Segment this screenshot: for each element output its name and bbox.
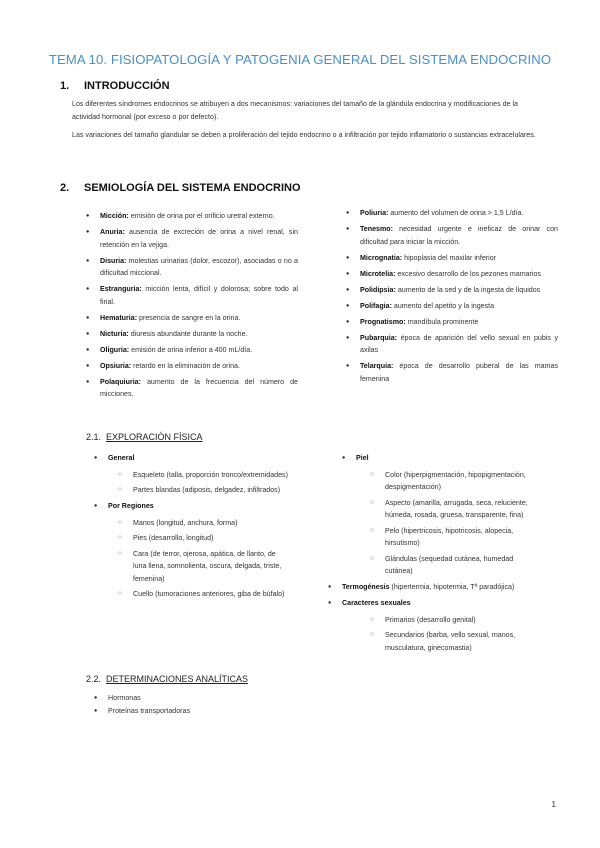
- section-1-heading: [60, 80, 170, 92]
- list-item: ● Anuria: ausencia de excreción de orina a nivel renal, sin retención en la vejiga.: [86, 226, 298, 251]
- list-item: ● General ○ Esqueleto (talla, proporción tronco/extremidades) ○ Partes blandas (adiposis, delgadez, infiltrados): [94, 452, 314, 497]
- section-2-heading: [60, 182, 301, 194]
- sub-list-item: ○ Primarios (desarrollo genital): [370, 614, 538, 627]
- subsection-2-2-heading: [86, 674, 248, 684]
- list-item: ● Por Regiones ○ Manos (longitud, anchura, forma) ○ Pies (desarrollo, longitud) ○ Cara (de terror, ojerosa, apática, de llanto, de luna llena, somnolienta, oscura, delgada, triste, femenina) ○ Cuello (tumoraciones anteriores, giba de búfalo): [94, 500, 314, 601]
- list-item: ● Estranguria: micción lenta, difícil y dolorosa; sobre todo al final.: [86, 283, 298, 308]
- sub-list-item: ○ Pelo (hipertricosis, hipotricosis, alopecia, hirsutismo): [370, 525, 538, 550]
- section-title: SEMIOLOGÍA DEL SISTEMA ENDOCRINO: [84, 182, 301, 194]
- subsection-2-1-heading: [86, 432, 203, 442]
- list-item: ● Proteínas transportadoras: [94, 705, 314, 718]
- list-item: ● Polidipsia: aumento de la sed y de la ingesta de líquidos: [346, 284, 558, 297]
- list-item: ● Hormonas: [94, 692, 314, 705]
- list-item: ● Nicturia: diuresis abundante durante la noche.: [86, 328, 298, 341]
- list-item: ● Prognatismo: mandíbula prominente: [346, 316, 558, 329]
- list-item: ● Pubarquia: época de aparición del vello sexual en pubis y axilas: [346, 332, 558, 357]
- subsection-title: DETERMINACIONES ANALÍTICAS: [106, 674, 249, 684]
- section-number: 2.: [60, 182, 70, 194]
- list-item: ● Piel ○ Color (hiperpigmentación, hipopigmentación, despigmentación) ○ Aspecto (amarilla, arrugada, seca, reluciente, húmeda, rosada, gruesa, transparente, fina) ○ Pelo (hipertricosis, hipotricosis, alopecia, hirsutismo) ○ Glándulas (sequedad cutánea, humedad cutánea): [342, 452, 562, 578]
- intro-paragraph-2: Las variaciones del tamaño glandular se deben a proliferación del tejido endocrino o a infiltración por tejido inflamatorio o sustancias extracelulares.: [72, 131, 536, 139]
- subsection-title: EXPLORACIÓN FÍSICA: [106, 432, 203, 442]
- sub-list-item: ○ Esqueleto (talla, proporción tronco/extremidades): [118, 469, 288, 482]
- list-item: ● Polaquiuria: aumento de la frecuencia del número de micciones.: [86, 376, 298, 401]
- list-item: ● Microtelia: excesivo desarrollo de los pezones mamarios: [346, 268, 558, 281]
- sub-list-item: ○ Secundarios (barba, vello sexual, manos, musculatura, ginecomastia): [370, 629, 538, 654]
- document-title: TEMA 10. FISIOPATOLOGÍA Y PATOGENIA GENERAL DEL SISTEMA ENDOCRINO: [48, 52, 552, 67]
- list-item: ● Micrognatia: hipoplasia del maxilar inferior: [346, 252, 558, 265]
- list-item: ● Tenesmo: necesidad urgente e ineficaz de orinar con dificultad para iniciar la micción.: [346, 223, 558, 248]
- list-item: ● Micción: emisión de orina por el orificio uretral externo.: [86, 210, 298, 223]
- list-item: ● Disuria: molestias urinarias (dolor, escozor), asociadas o no a dificultad miccional.: [86, 255, 298, 280]
- sub-list-item: ○ Cara (de terror, ojerosa, apática, de llanto, de luna llena, somnolienta, oscura, delgada, triste, femenina): [118, 548, 288, 586]
- list-item: ● Poliuria: aumento del volumen de orina > 1,5 L/día.: [346, 207, 558, 220]
- symptoms-right-column: [346, 207, 558, 389]
- sub-list-item: ○ Aspecto (amarilla, arrugada, seca, reluciente, húmeda, rosada, gruesa, transparente, fina): [370, 497, 538, 522]
- sub-list-item: ○ Partes blandas (adiposis, delgadez, infiltrados): [118, 484, 288, 497]
- sub-list-item: ○ Glándulas (sequedad cutánea, humedad cutánea): [370, 553, 538, 578]
- list-item: ● Polifagia: aumento del apetito y la ingesta: [346, 300, 558, 313]
- symptoms-left-column: [86, 210, 298, 404]
- list-item: ● Caracteres sexuales ○ Primarios (desarrollo genital) ○ Secundarios (barba, vello sexual, manos, musculatura, ginecomastia): [328, 597, 562, 654]
- sub-list-item: ○ Manos (longitud, anchura, forma): [118, 517, 288, 530]
- list-item: ● Hematuria: presencia de sangre en la orina.: [86, 312, 298, 325]
- list-item: ● Opsiuria: retardo en la eliminación de orina.: [86, 360, 298, 373]
- list-item: ● Telarquia: época de desarrollo puberal de las mamas femenina: [346, 360, 558, 385]
- sub-list-item: ○ Cuello (tumoraciones anteriores, giba de búfalo): [118, 588, 288, 601]
- analytics-list: [94, 692, 314, 717]
- subsection-number: 2.1.: [86, 432, 102, 442]
- exploration-left-column: [94, 452, 314, 604]
- list-item: ● Termogénesis (hipertermia, hipotermia, Tª paradójica): [328, 581, 562, 594]
- intro-paragraph-1: Los diferentes síndromes endocrinos se atribuyen a dos mecanismos: variaciones del tamaño de la glándula endocrina y modificaciones de la actividad hormonal (por exceso o por defecto).: [72, 100, 518, 121]
- list-item: ● Oliguria: emisión de orina inferior a 400 mL/día.: [86, 344, 298, 357]
- page-number: 1: [551, 800, 556, 809]
- section-number: 1.: [60, 80, 70, 92]
- exploration-right-column: [342, 452, 562, 658]
- sub-list-item: ○ Color (hiperpigmentación, hipopigmentación, despigmentación): [370, 469, 538, 494]
- sub-list-item: ○ Pies (desarrollo, longitud): [118, 532, 288, 545]
- section-title: INTRODUCCIÓN: [84, 80, 170, 92]
- subsection-number: 2.2.: [86, 674, 102, 684]
